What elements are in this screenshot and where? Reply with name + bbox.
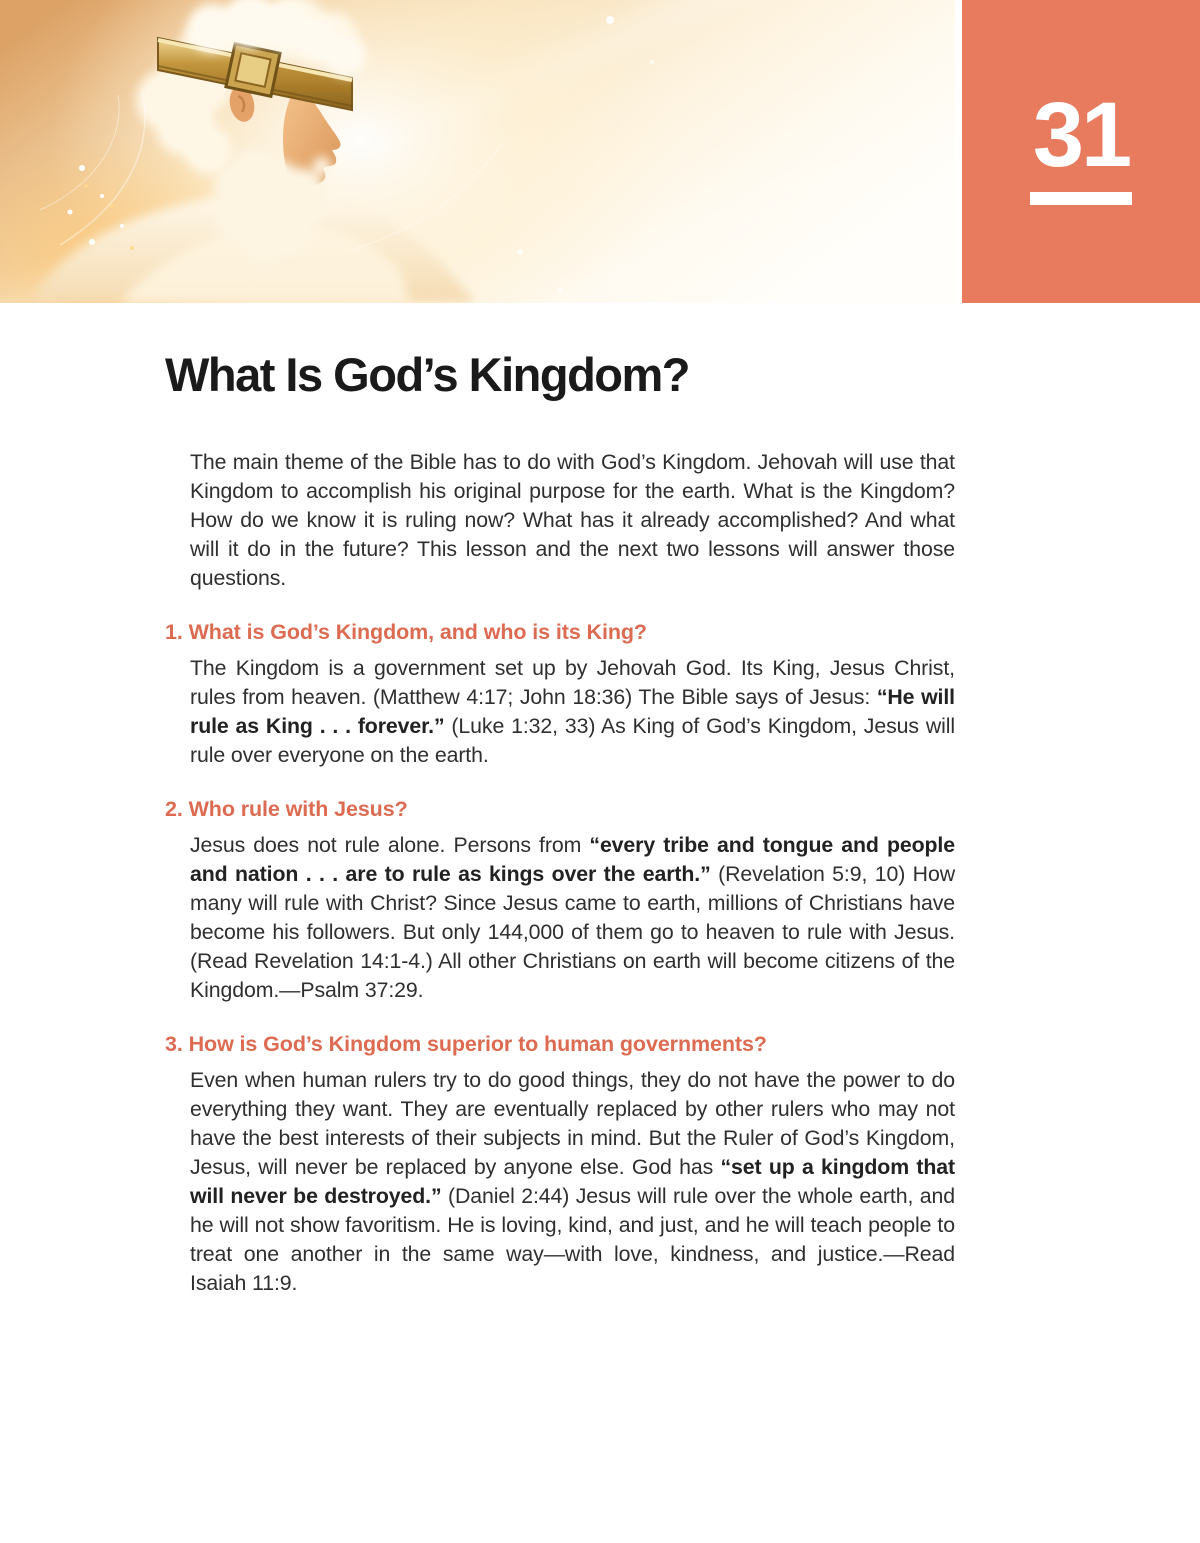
hero-banner: [0, 0, 1200, 303]
section-1: [165, 620, 955, 770]
question-heading-3: 3. How is God’s Kingdom superior to human governments?: [165, 1032, 767, 1057]
page-title: What Is God’s Kingdom?: [165, 348, 690, 401]
study-paragraph-3: Even when human rulers try to do good things, they do not have the power to do everything they want. They are eventually replaced by other rulers who may not have the best interests of their subjects in mind. But the Ruler of God’s Kingdom, Jesus, will never be replaced by anyone else. God has “set up a kingdom that will never be destroyed.” (Daniel 2:44) Jesus will rule over the whole earth, and he will not show favoritism. He is loving, kind, and just, and he will teach people to treat one another in the same way—with love, kindness, and justice.—Read Isaiah 11:9.: [190, 1068, 955, 1296]
question-heading-2: 2. Who rule with Jesus?: [165, 797, 408, 822]
study-paragraph-2: Jesus does not rule alone. Persons from “every tribe and tongue and people and nation . . . are to rule as kings over the earth.” (Revelation 5:9, 10) How many will rule with Christ? Since Jesus came to earth, millions of Christians have become his followers. But only 144,000 of them go to heaven to rule with Jesus. (Read Revelation 14:1-4.) All other Christians on earth will become citizens of the Kingdom.—Psalm 37:29.: [190, 833, 955, 1003]
study-paragraph-1: The Kingdom is a government set up by Jehovah God. Its King, Jesus Christ, rules from heaven. (Matthew 4:17; John 18:36) The Bible says of Jesus: “He will rule as King . . . forever.” (Luke 1:32, 33) As King of God’s Kingdom, Jesus will rule over everyone on the earth.: [190, 656, 955, 768]
section-2: [165, 797, 955, 1005]
lesson-content: [0, 348, 1200, 1298]
section-3: [165, 1032, 955, 1298]
lesson-number: 31: [1032, 84, 1130, 187]
lesson-number-underline: [1030, 192, 1132, 205]
intro-paragraph: The main theme of the Bible has to do with God’s Kingdom. Jehovah will use that Kingdom to accomplish his original purpose for the earth. What is the Kingdom? How do we know it is ruling now? What has it already accomplished? And what will it do in the future? This lesson and the next two lessons will answer those questions.: [190, 450, 955, 591]
question-heading-1: 1. What is God’s Kingdom, and who is its King?: [165, 620, 647, 645]
lesson-number-badge: [962, 0, 1200, 303]
hero-image: [0, 0, 955, 303]
